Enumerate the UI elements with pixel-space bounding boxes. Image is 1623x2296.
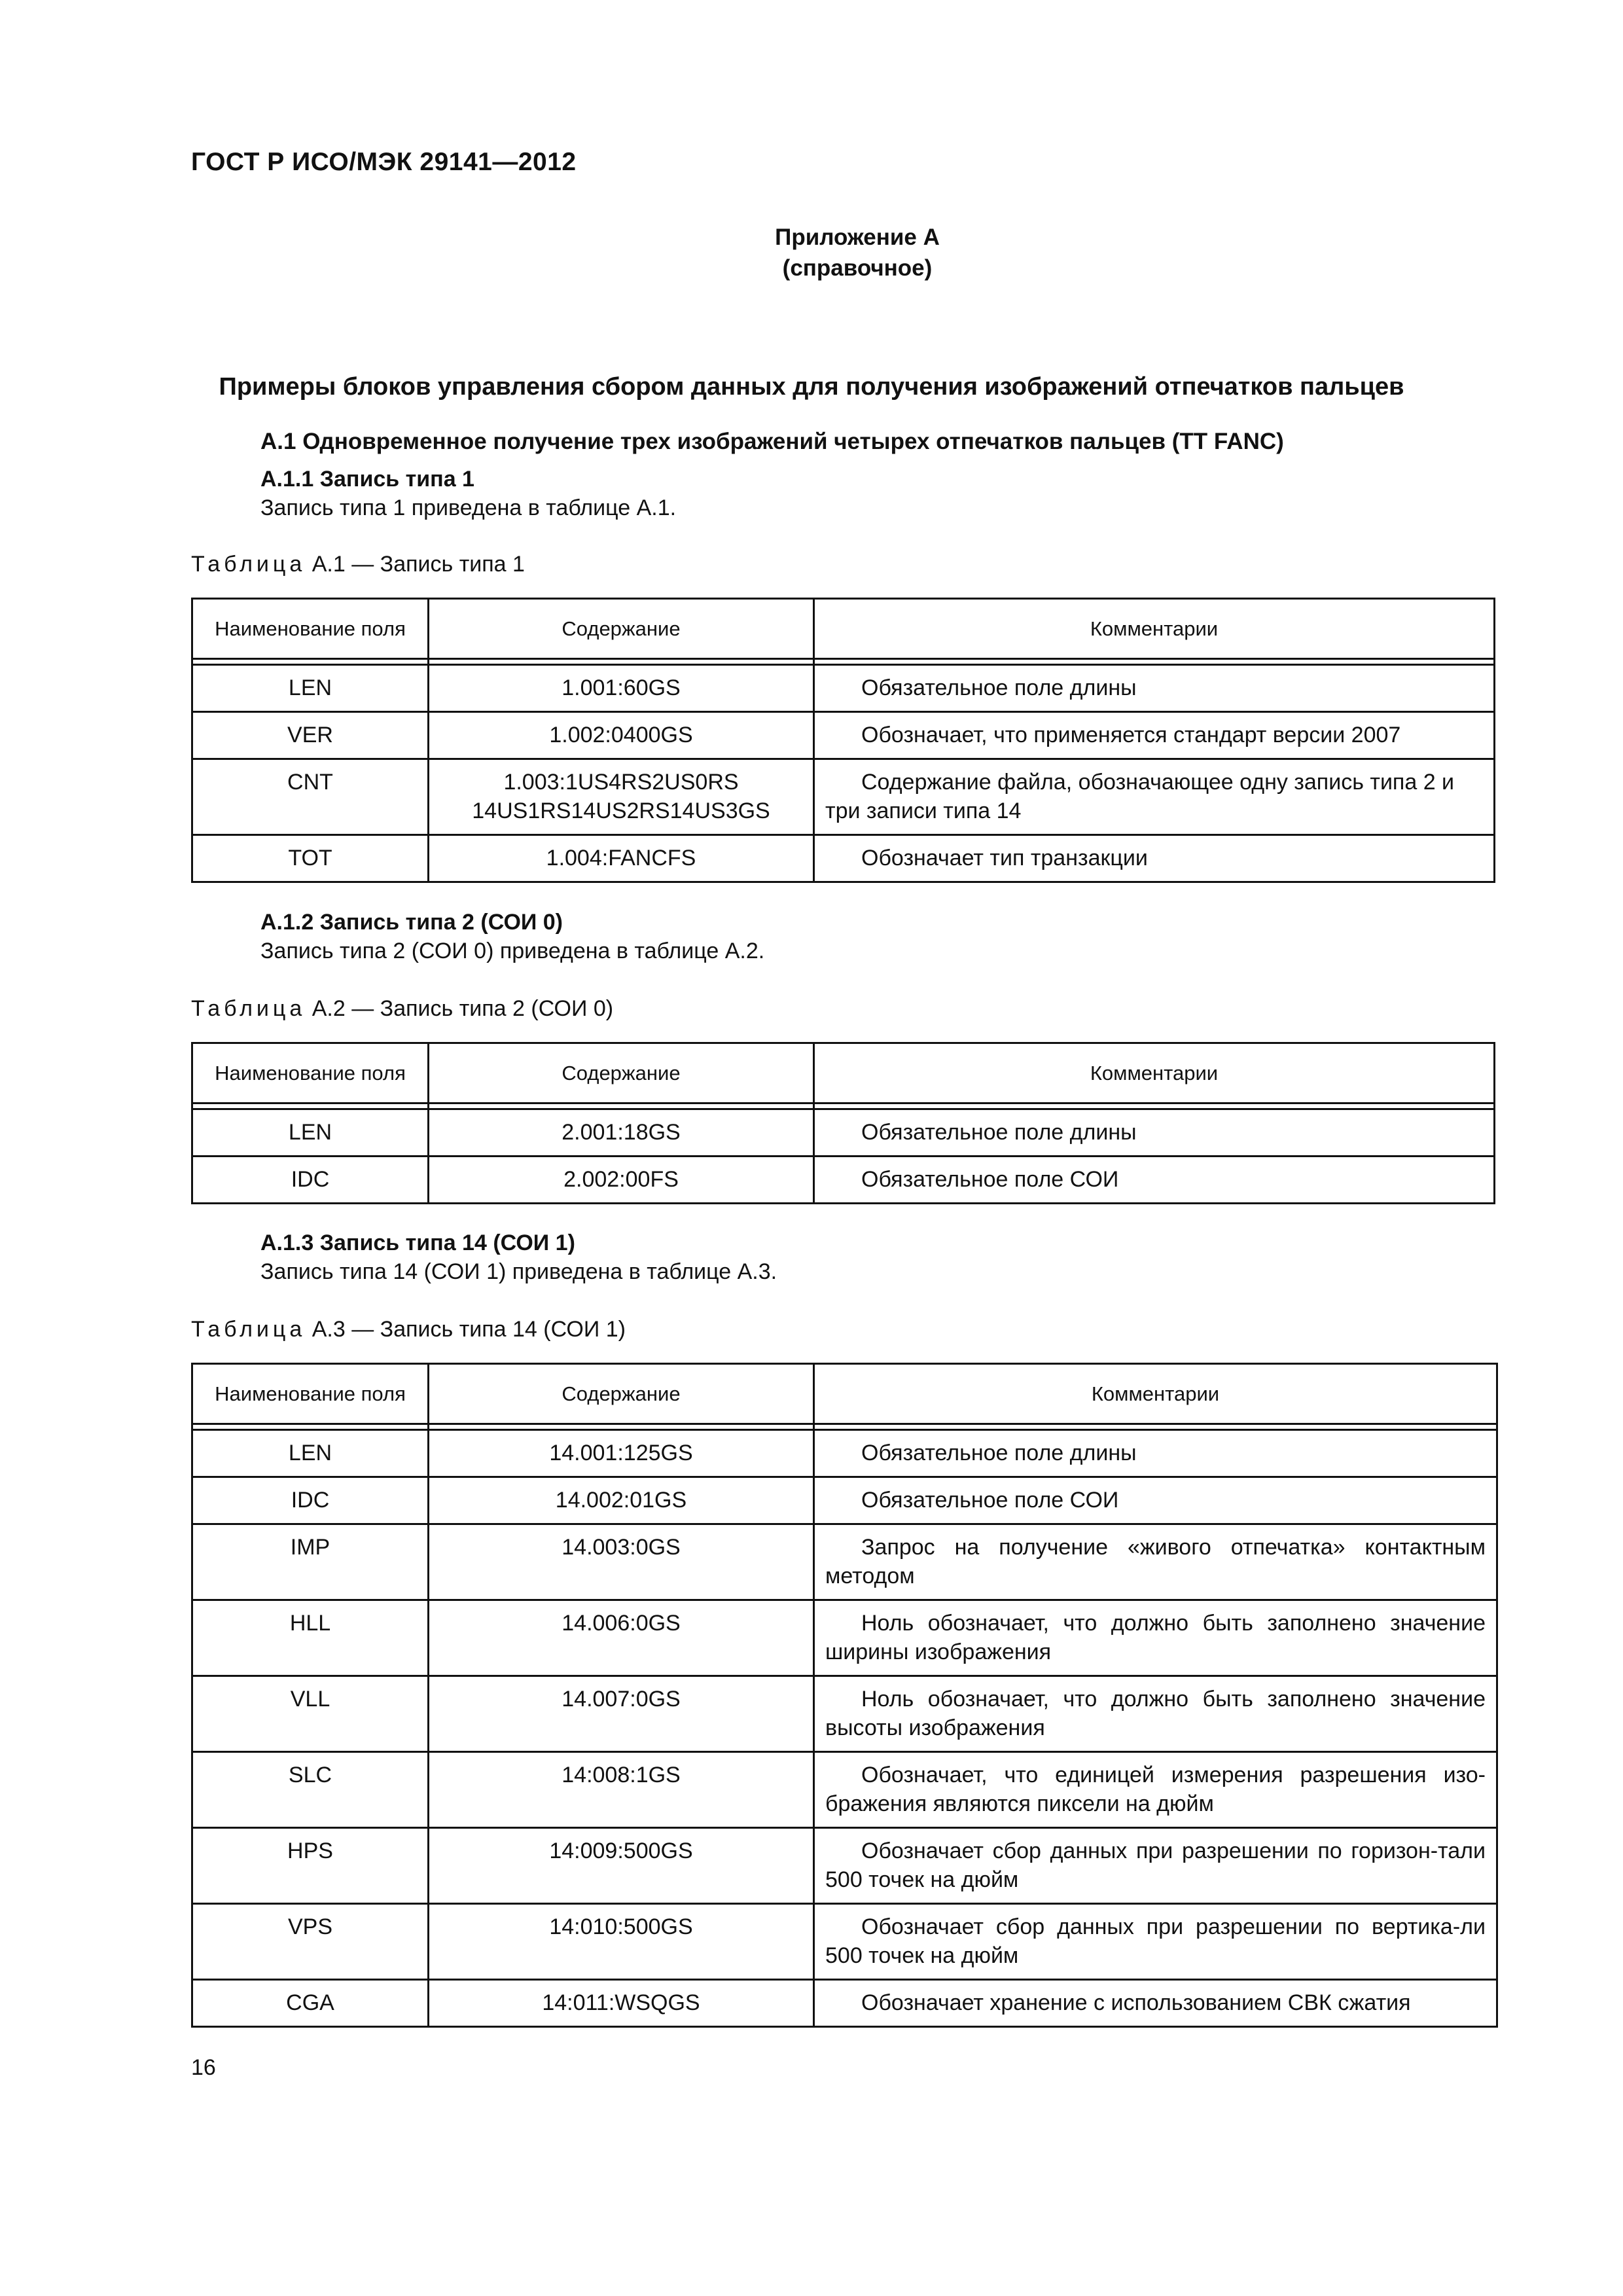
section-a1-heading: А.1 Одновременное получение трех изображений четырех отпечатков пальцев (TT FANC) bbox=[260, 429, 1284, 454]
table3-caption-word: Таблица bbox=[191, 1317, 306, 1342]
comment-cell: Ноль обозначает, что должно быть заполнено значение высоты изображения bbox=[814, 1676, 1497, 1752]
content-cell: 14.003:0GS bbox=[429, 1524, 814, 1600]
table-a3 bbox=[191, 1363, 1498, 2028]
table-row bbox=[192, 1477, 1497, 1524]
section-a12-text: Запись типа 2 (СОИ 0) приведена в таблице А.2. bbox=[260, 939, 765, 963]
content-cell: 14:009:500GS bbox=[429, 1828, 814, 1904]
content-cell: 1.003:1US4RS2US0RS 14US1RS14US2RS14US3GS bbox=[429, 759, 814, 835]
table-row bbox=[192, 1600, 1497, 1676]
table-row bbox=[192, 1524, 1497, 1600]
field-cell: TOT bbox=[192, 835, 429, 882]
section-a12-heading: А.1.2 Запись типа 2 (СОИ 0) bbox=[260, 910, 563, 935]
field-cell: CNT bbox=[192, 759, 429, 835]
content-cell: 14:008:1GS bbox=[429, 1752, 814, 1828]
column-header-comments: Комментарии bbox=[814, 1043, 1495, 1103]
field-cell: CGA bbox=[192, 1980, 429, 2027]
table1-caption-rest: А.1 — Запись типа 1 bbox=[306, 552, 525, 577]
table2-caption-word: Таблица bbox=[191, 996, 306, 1021]
field-cell: SLC bbox=[192, 1752, 429, 1828]
content-cell: 2.001:18GS bbox=[429, 1109, 814, 1157]
table-row bbox=[192, 1828, 1497, 1904]
table2-caption-rest: А.2 — Запись типа 2 (СОИ 0) bbox=[306, 996, 614, 1021]
page-number: 16 bbox=[191, 2055, 216, 2080]
field-cell: VPS bbox=[192, 1904, 429, 1980]
appendix-title: Приложение А bbox=[775, 224, 940, 250]
comment-cell: Ноль обозначает, что должно быть заполнено значение ширины изображения bbox=[814, 1600, 1497, 1676]
comment-cell: Содержание файла, обозначающее одну запись типа 2 и три записи типа 14 bbox=[814, 759, 1495, 835]
column-header-content: Содержание bbox=[429, 599, 814, 659]
comment-cell: Запрос на получение «живого отпечатка» контактным методом bbox=[814, 1524, 1497, 1600]
table-row bbox=[192, 1752, 1497, 1828]
table1-caption bbox=[191, 552, 525, 577]
comment-cell: Обязательное поле длины bbox=[814, 1430, 1497, 1477]
document-standard-header: ГОСТ Р ИСО/МЭК 29141—2012 bbox=[191, 148, 577, 176]
table-row bbox=[192, 835, 1495, 882]
table2-caption bbox=[191, 996, 613, 1022]
column-header-comments: Комментарии bbox=[814, 599, 1495, 659]
content-cell: 14.006:0GS bbox=[429, 1600, 814, 1676]
content-cell: 1.001:60GS bbox=[429, 665, 814, 712]
column-header-comments: Комментарии bbox=[814, 1364, 1497, 1424]
field-cell: HLL bbox=[192, 1600, 429, 1676]
table-header-row bbox=[192, 599, 1495, 659]
column-header-field: Наименование поля bbox=[192, 1043, 429, 1103]
column-header-content: Содержание bbox=[429, 1043, 814, 1103]
table3-caption-rest: А.3 — Запись типа 14 (СОИ 1) bbox=[306, 1317, 626, 1342]
table-header-row bbox=[192, 1043, 1495, 1103]
field-cell: HPS bbox=[192, 1828, 429, 1904]
table-a1 bbox=[191, 598, 1495, 883]
comment-cell: Обозначает, что единицей измерения разрешения изо-бражения являются пиксели на дюйм bbox=[814, 1752, 1497, 1828]
comment-cell: Обозначает сбор данных при разрешении по горизон-тали 500 точек на дюйм bbox=[814, 1828, 1497, 1904]
field-cell: LEN bbox=[192, 665, 429, 712]
table-separator bbox=[192, 1424, 1497, 1430]
table-row bbox=[192, 1157, 1495, 1204]
field-cell: LEN bbox=[192, 1430, 429, 1477]
comment-cell: Обозначает, что применяется стандарт версии 2007 bbox=[814, 712, 1495, 759]
section-a11-text: Запись типа 1 приведена в таблице А.1. bbox=[260, 495, 677, 520]
table-row bbox=[192, 1904, 1497, 1980]
field-cell: IDC bbox=[192, 1477, 429, 1524]
content-cell: 1.004:FANCFS bbox=[429, 835, 814, 882]
field-cell: IDC bbox=[192, 1157, 429, 1204]
column-header-field: Наименование поля bbox=[192, 599, 429, 659]
table1-caption-word: Таблица bbox=[191, 552, 306, 577]
table-a2 bbox=[191, 1042, 1495, 1204]
comment-cell: Обозначает сбор данных при разрешении по вертика-ли 500 точек на дюйм bbox=[814, 1904, 1497, 1980]
comment-cell: Обозначает хранение с использованием СВК сжатия bbox=[814, 1980, 1497, 2027]
column-header-field: Наименование поля bbox=[192, 1364, 429, 1424]
table-row bbox=[192, 1676, 1497, 1752]
table-row bbox=[192, 712, 1495, 759]
section-a11-heading: А.1.1 Запись типа 1 bbox=[260, 467, 474, 492]
table-separator bbox=[192, 659, 1495, 665]
comment-cell: Обязательное поле длины bbox=[814, 1109, 1495, 1157]
comment-cell: Обозначает тип транзакции bbox=[814, 835, 1495, 882]
column-header-content: Содержание bbox=[429, 1364, 814, 1424]
section-a13-heading: А.1.3 Запись типа 14 (СОИ 1) bbox=[260, 1230, 575, 1255]
field-cell: LEN bbox=[192, 1109, 429, 1157]
comment-cell: Обязательное поле СОИ bbox=[814, 1477, 1497, 1524]
content-cell: 14:010:500GS bbox=[429, 1904, 814, 1980]
table-row bbox=[192, 1980, 1497, 2027]
table-row bbox=[192, 665, 1495, 712]
table-row bbox=[192, 1109, 1495, 1157]
main-heading: Примеры блоков управления сбором данных для получения изображений отпечатков пальцев bbox=[219, 373, 1404, 401]
table-row bbox=[192, 1430, 1497, 1477]
field-cell: IMP bbox=[192, 1524, 429, 1600]
content-cell: 2.002:00FS bbox=[429, 1157, 814, 1204]
table-row bbox=[192, 759, 1495, 835]
appendix-subtitle: (справочное) bbox=[782, 255, 933, 281]
table-header-row bbox=[192, 1364, 1497, 1424]
content-cell: 14.002:01GS bbox=[429, 1477, 814, 1524]
table3-caption bbox=[191, 1317, 626, 1342]
content-cell: 14.007:0GS bbox=[429, 1676, 814, 1752]
field-cell: VER bbox=[192, 712, 429, 759]
content-cell: 1.002:0400GS bbox=[429, 712, 814, 759]
field-cell: VLL bbox=[192, 1676, 429, 1752]
section-a13-text: Запись типа 14 (СОИ 1) приведена в таблице А.3. bbox=[260, 1259, 777, 1284]
content-cell: 14:011:WSQGS bbox=[429, 1980, 814, 2027]
table-separator bbox=[192, 1103, 1495, 1109]
comment-cell: Обязательное поле длины bbox=[814, 665, 1495, 712]
comment-cell: Обязательное поле СОИ bbox=[814, 1157, 1495, 1204]
content-cell: 14.001:125GS bbox=[429, 1430, 814, 1477]
